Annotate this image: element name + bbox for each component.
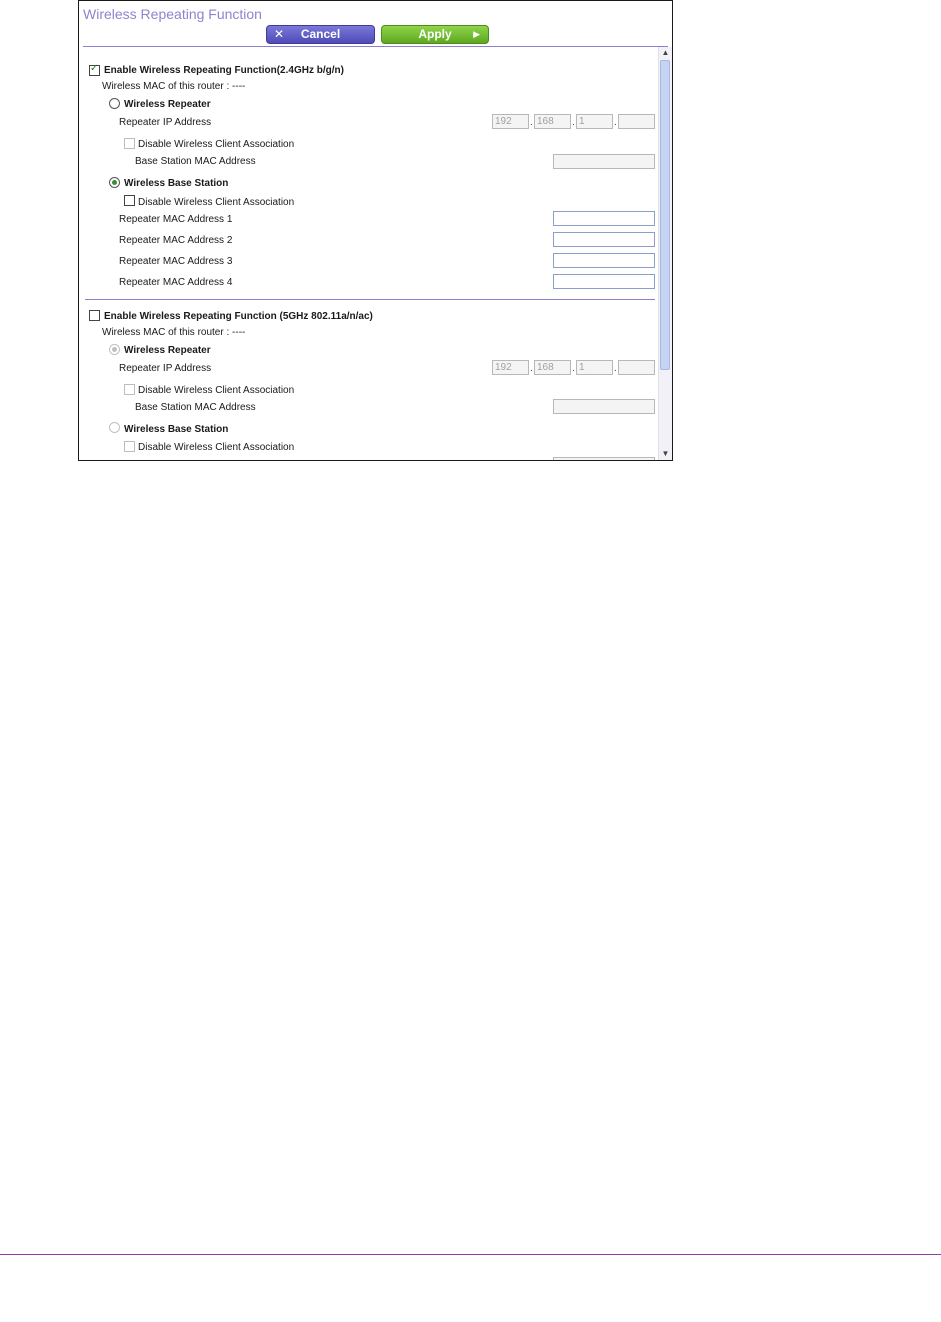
ip-dot: . <box>530 117 533 128</box>
scrollbar-thumb[interactable] <box>660 60 670 370</box>
ip-dot: . <box>614 117 617 128</box>
wireless-repeater-radio-5[interactable] <box>109 344 120 355</box>
mac-24ghz-label: Wireless MAC of this router : ---- <box>102 81 246 92</box>
wireless-repeater-label-5: Wireless Repeater <box>124 345 211 356</box>
repeater-mac-3-label: Repeater MAC Address 3 <box>119 256 233 267</box>
base-station-mac-input-5[interactable] <box>553 399 655 414</box>
repeater-ip-label-24: Repeater IP Address <box>119 117 212 128</box>
scroll-down-icon[interactable]: ▼ <box>661 449 670 458</box>
disable-assoc-label-2-5: Disable Wireless Client Association <box>138 442 295 453</box>
base-station-mac-label-5: Base Station MAC Address <box>135 402 256 413</box>
wireless-base-station-radio-24[interactable] <box>109 177 120 188</box>
settings-content <box>79 47 657 460</box>
enable-24ghz-label: Enable Wireless Repeating Function(2.4GHz b/g/n) <box>104 65 344 76</box>
repeater-mac-3-input[interactable] <box>553 253 655 268</box>
cancel-label: Cancel <box>300 27 341 41</box>
ip-dot: . <box>572 117 575 128</box>
ip-octet-1-24[interactable] <box>492 114 529 129</box>
disable-assoc-label-2-24: Disable Wireless Client Association <box>138 197 295 208</box>
repeater-mac-2-input[interactable] <box>553 232 655 247</box>
ip-octet-2-24[interactable] <box>534 114 571 129</box>
repeater-mac-2-label: Repeater MAC Address 2 <box>119 235 233 246</box>
ip-octet-4-24[interactable] <box>618 114 655 129</box>
wireless-base-station-label-5: Wireless Base Station <box>124 424 229 435</box>
scroll-up-icon[interactable]: ▲ <box>661 48 670 57</box>
enable-5ghz-label: Enable Wireless Repeating Function (5GHz 802.11a/n/ac) <box>104 311 373 322</box>
scrollbar[interactable] <box>658 47 672 460</box>
enable-24ghz-checkbox[interactable] <box>89 65 100 76</box>
repeater-mac-1-input[interactable] <box>553 211 655 226</box>
page-footer-rule <box>0 1254 941 1255</box>
ip-dot: . <box>530 363 533 374</box>
ip-dot: . <box>572 363 575 374</box>
repeater-ip-label-5: Repeater IP Address <box>119 363 212 374</box>
repeater-mac-1-label: Repeater MAC Address 1 <box>119 214 233 225</box>
wireless-repeater-label-24: Wireless Repeater <box>124 99 211 110</box>
disable-assoc-checkbox-1-5[interactable] <box>124 384 135 395</box>
ip-octet-4-5[interactable] <box>618 360 655 375</box>
wireless-base-station-radio-5[interactable] <box>109 422 120 433</box>
ip-octet-3-5[interactable] <box>576 360 613 375</box>
disable-assoc-checkbox-1-24[interactable] <box>124 138 135 149</box>
repeater-mac-1-input-5[interactable] <box>553 457 655 460</box>
mac-5ghz-label: Wireless MAC of this router : ---- <box>102 327 246 338</box>
wireless-repeater-radio-24[interactable] <box>109 98 120 109</box>
ip-octet-3-24[interactable] <box>576 114 613 129</box>
base-station-mac-label-24: Base Station MAC Address <box>135 156 256 167</box>
section-divider <box>85 299 655 300</box>
ip-octet-2-5[interactable] <box>534 360 571 375</box>
wireless-base-station-label-24: Wireless Base Station <box>124 178 229 189</box>
disable-assoc-label-1-24: Disable Wireless Client Association <box>138 139 295 150</box>
cancel-button[interactable] <box>266 25 375 44</box>
repeater-mac-4-input[interactable] <box>553 274 655 289</box>
page-title: Wireless Repeating Function <box>83 6 262 22</box>
wireless-repeating-panel <box>78 0 673 461</box>
ip-octet-1-5[interactable] <box>492 360 529 375</box>
disable-assoc-label-1-5: Disable Wireless Client Association <box>138 385 295 396</box>
base-station-mac-input-24[interactable] <box>553 154 655 169</box>
apply-button[interactable] <box>381 25 489 44</box>
ip-dot: . <box>614 363 617 374</box>
repeater-mac-4-label: Repeater MAC Address 4 <box>119 277 233 288</box>
disable-assoc-checkbox-2-24[interactable] <box>124 195 135 206</box>
disable-assoc-checkbox-2-5[interactable] <box>124 441 135 452</box>
enable-5ghz-checkbox[interactable] <box>89 310 100 321</box>
arrow-right-icon: ▶ <box>473 29 480 39</box>
apply-label: Apply <box>418 27 452 41</box>
close-icon: ✕ <box>274 27 285 41</box>
